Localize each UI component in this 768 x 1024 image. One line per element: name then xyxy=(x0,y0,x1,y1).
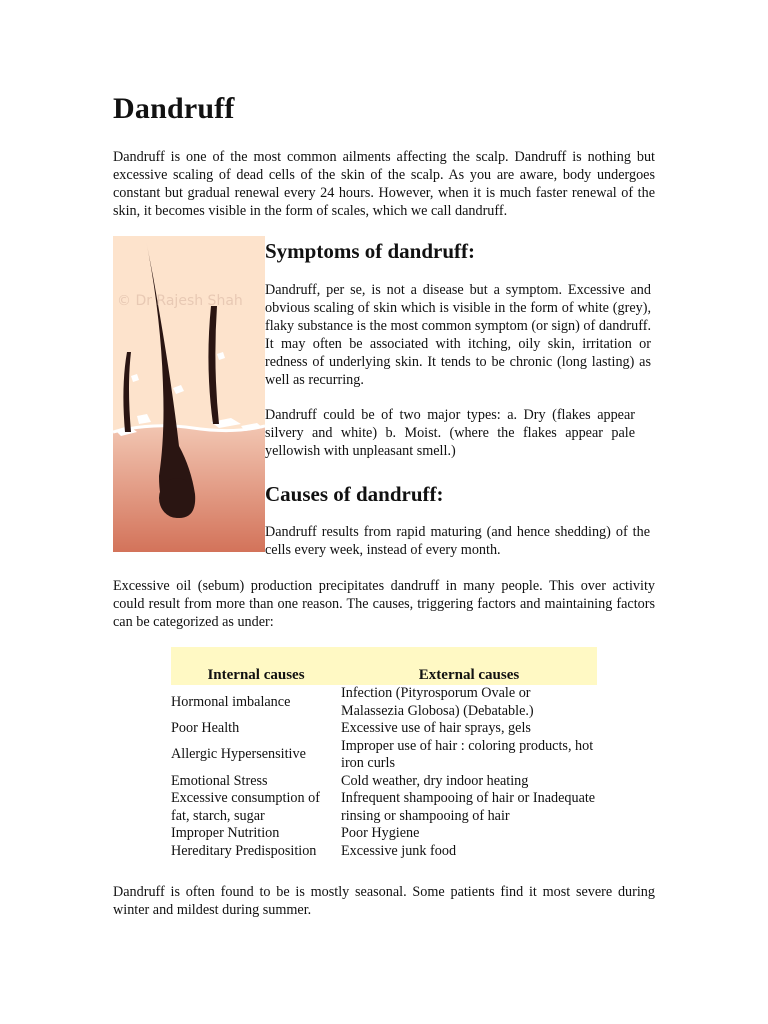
table-row xyxy=(171,843,597,861)
external-cause-cell: Cold weather, dry indoor heating xyxy=(341,772,529,789)
external-cause-cell: Improper use of hair : coloring products, hot iron curls xyxy=(341,737,594,771)
internal-cause-cell: Excessive consumption of fat, starch, sugar xyxy=(171,790,320,824)
header-external-causes: External causes xyxy=(418,666,520,683)
symptoms-heading: Symptoms of dandruff: xyxy=(265,239,476,263)
internal-cause-cell: Improper Nutrition xyxy=(171,825,280,841)
external-cause-cell: Infection (Pityrosporum Ovale or Malassezia Globosa) (Debatable.) xyxy=(341,685,534,719)
internal-cause-cell: Allergic Hypersensitive xyxy=(171,746,306,763)
internal-cause-cell: Hereditary Predisposition xyxy=(171,842,317,859)
causes-table xyxy=(171,647,597,860)
external-cause-cell: Poor Hygiene xyxy=(341,825,420,841)
external-cause-cell: Excessive junk food xyxy=(341,842,457,859)
external-cause-cell: Infrequent shampooing of hair or Inadequate rinsing or shampooing of hair xyxy=(341,790,596,824)
page-title: Dandruff xyxy=(113,92,235,125)
hair-follicle-drawing xyxy=(113,236,265,552)
symptoms-paragraph-1: Dandruff, per se, is not a disease but a symptom. Excessive and obvious scaling of skin which is visible in the form of white (grey), flaky substance is the most common symptom (or sign) of dandruff. It may often be associated with itching, oily skin, irritation or redness of underlying skin. It tends to be chronic (long lasting) as well as recurring. xyxy=(265,282,651,388)
header-internal-causes: Internal causes xyxy=(207,666,305,683)
table-row xyxy=(171,685,597,720)
causes-paragraph-2: Excessive oil (sebum) production precipitates dandruff in many people. This over activity could result from more than one reason. The causes, triggering factors and maintaining factors can be categorized as under: xyxy=(113,578,655,630)
internal-cause-cell: Hormonal imbalance xyxy=(171,693,291,710)
internal-cause-cell: Emotional Stress xyxy=(171,772,268,789)
internal-cause-cell: Poor Health xyxy=(171,720,240,736)
table-row xyxy=(171,825,597,843)
table-row xyxy=(171,720,597,738)
hair-follicle-illustration xyxy=(113,236,265,552)
table-header xyxy=(171,647,597,685)
watermark-text: © Dr Rajesh Shah xyxy=(117,293,243,309)
table-row xyxy=(171,738,597,773)
table-row xyxy=(171,790,597,825)
table-row xyxy=(171,773,597,791)
external-cause-cell: Excessive use of hair sprays, gels xyxy=(341,720,531,736)
symptoms-paragraph-2: Dandruff could be of two major types: a. Dry (flakes appear silvery and white) b. Moist. (where the flakes appear pale yellowish with unpleasant smell.) xyxy=(265,407,635,459)
intro-paragraph: Dandruff is one of the most common ailments affecting the scalp. Dandruff is nothing but excessive scaling of dead cells of the skin of the scalp. As you are aware, body undergoes constant but gradual renewal every 24 hours. However, when it is much faster renewal of the skin, it becomes visible in the form of scales, which we call dandruff. xyxy=(113,149,655,219)
causes-heading: Causes of dandruff: xyxy=(265,482,444,506)
causes-paragraph-1: Dandruff results from rapid maturing (and hence shedding) of the cells every week, instead of every month. xyxy=(265,524,650,558)
closing-paragraph: Dandruff is often found to be is mostly seasonal. Some patients find it most severe during winter and mildest during summer. xyxy=(113,884,655,918)
